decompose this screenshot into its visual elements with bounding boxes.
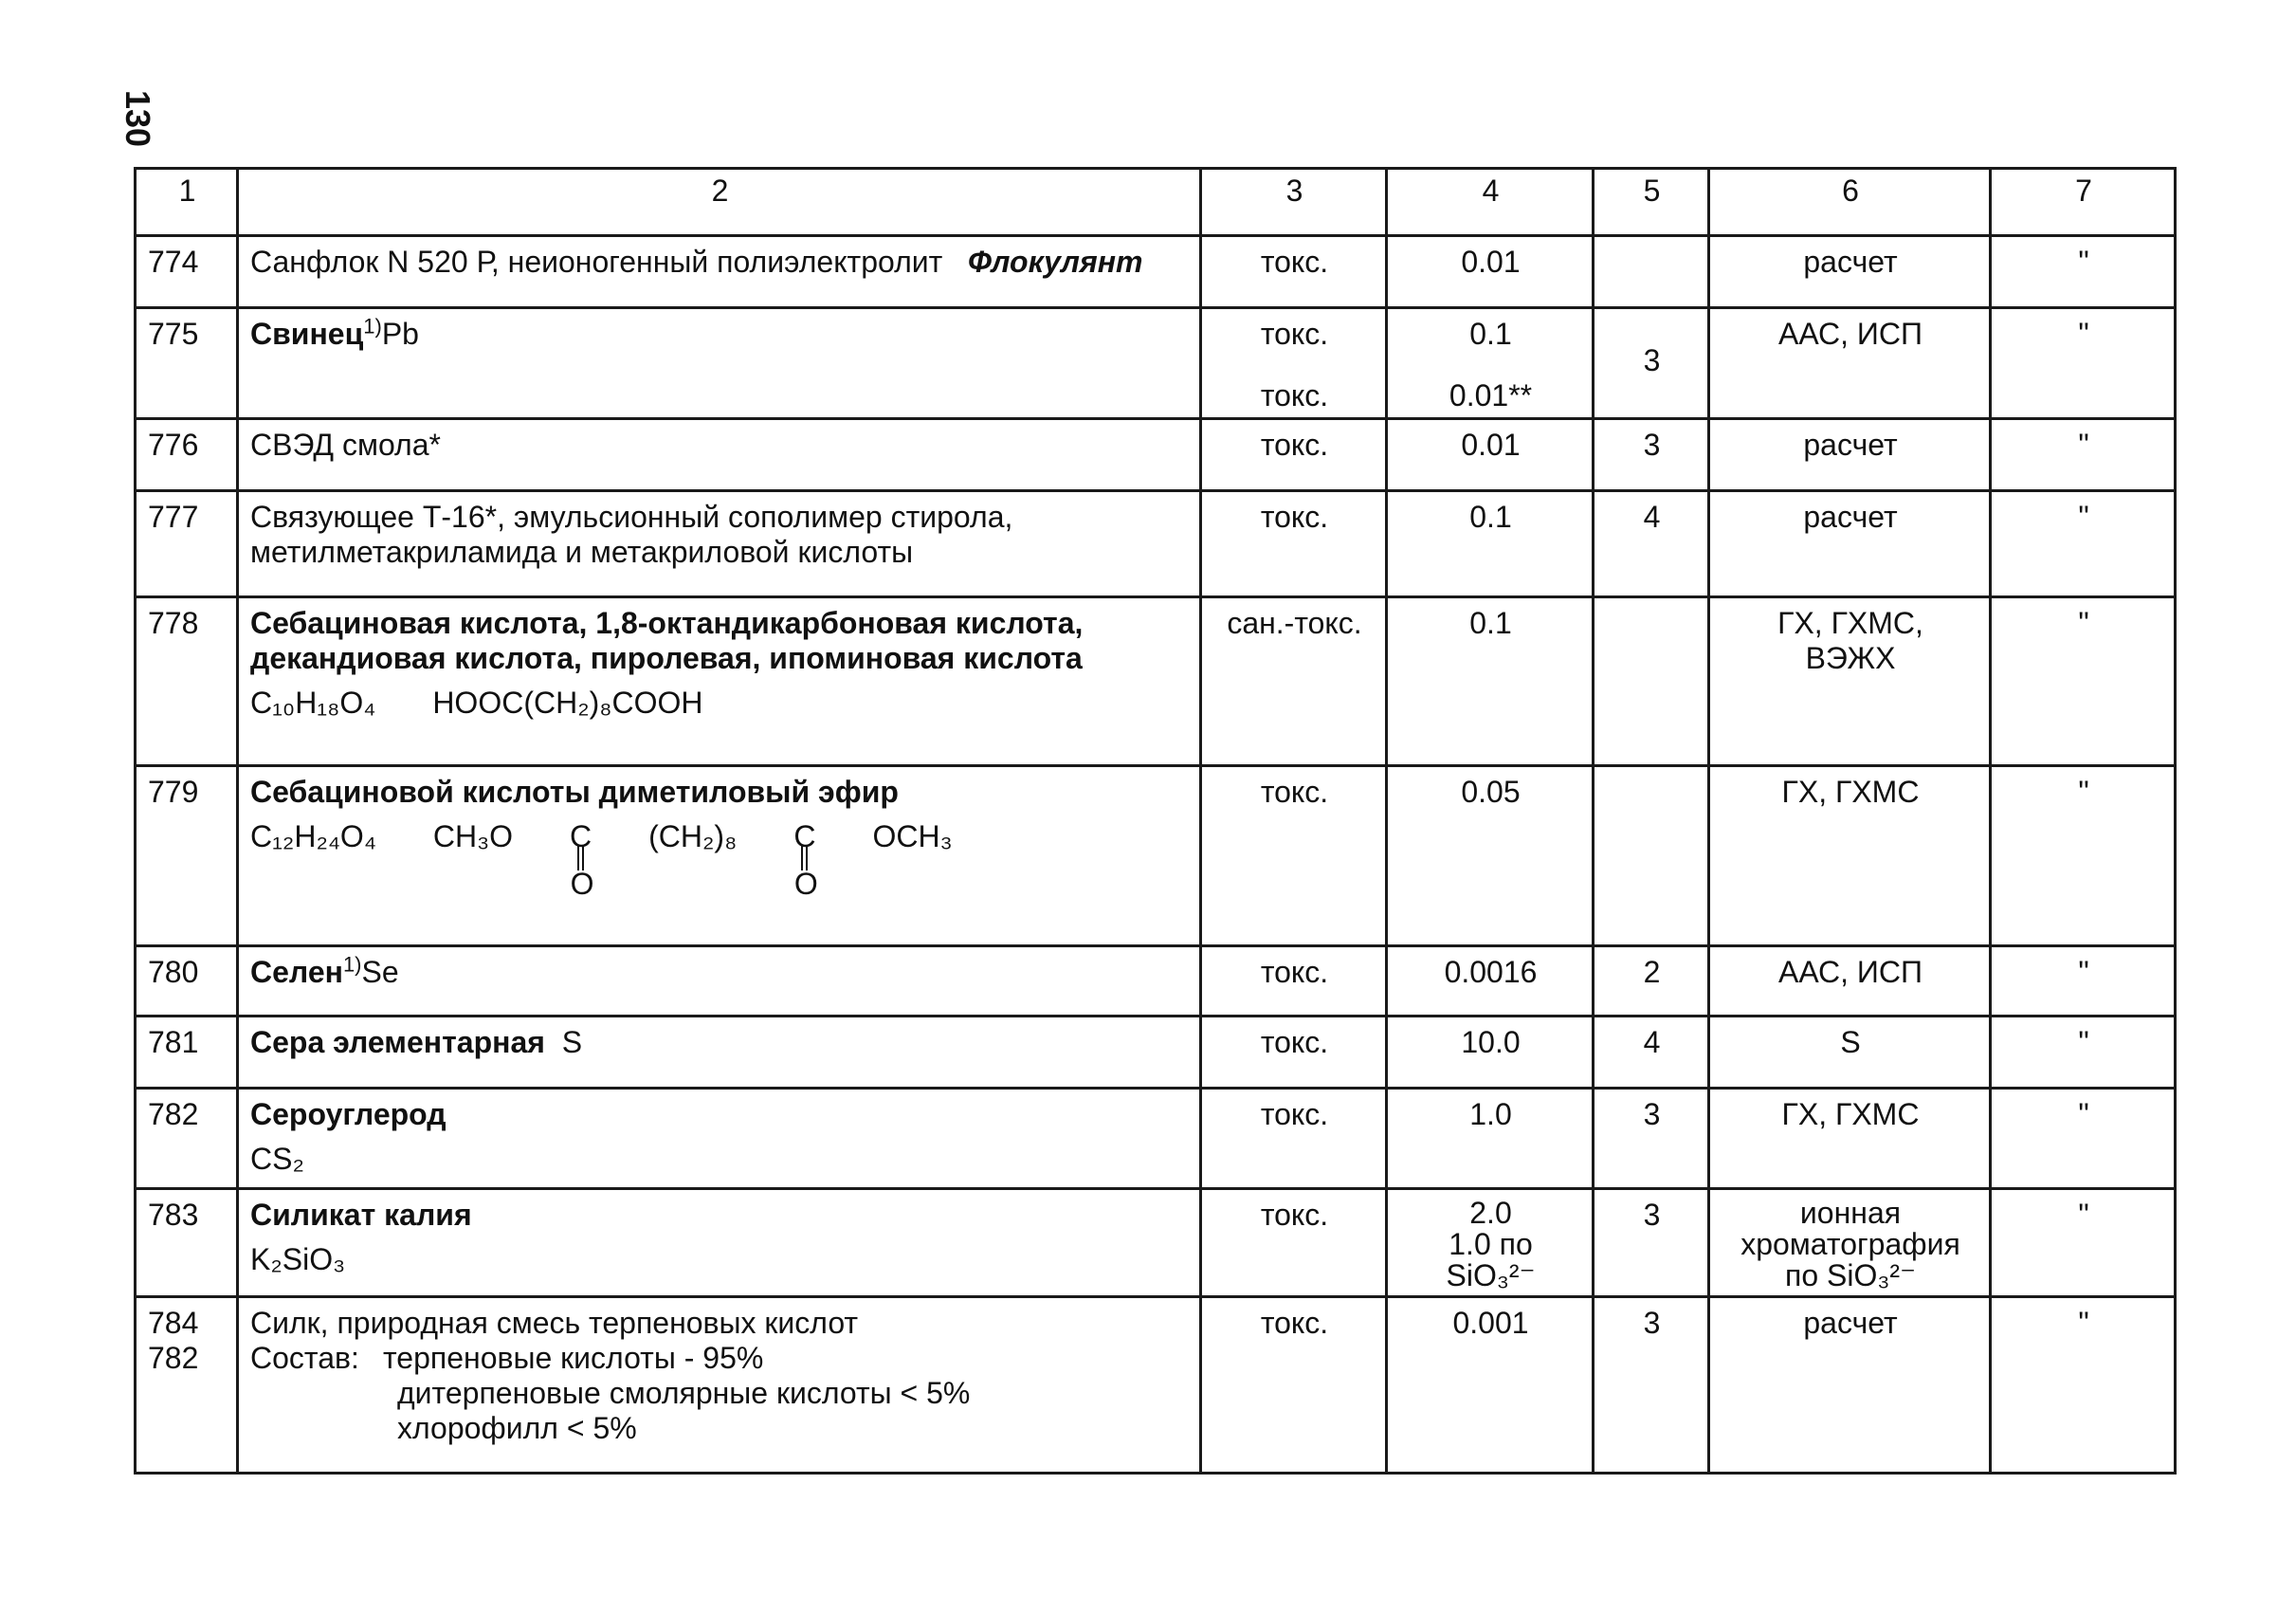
row-number: 779 (136, 766, 238, 946)
limit-value: 0.1 (1387, 597, 1594, 766)
substance-name-text: Себациновой кислоты диметиловый эфир (250, 775, 899, 809)
spacer (1213, 352, 1376, 378)
substance-name-line-2: метилметакриламида и метакриловой кислоты (250, 535, 914, 569)
molecular-formula: C₁₀H₁₈O₄ (250, 686, 376, 720)
row-number: 783 (136, 1189, 238, 1297)
ditto-mark: " (1991, 1089, 2176, 1189)
hazard-class: 4 (1594, 1017, 1709, 1089)
header-row (136, 169, 2176, 236)
carbonyl-1 (570, 819, 594, 901)
table-row (136, 597, 2176, 766)
substance-name-text: Сера элементарная (250, 1025, 545, 1059)
row-number: 778 (136, 597, 238, 766)
limit-value-1: 0.1 (1469, 317, 1512, 351)
substance-name-text: Силикат калия (250, 1198, 472, 1232)
substance-name (238, 236, 1201, 308)
limit-value (1387, 1189, 1594, 1297)
limit-value: 10.0 (1387, 1017, 1594, 1089)
substance-name-line-2: декандиовая кислота, пиролевая, ипоминовая кислота (250, 641, 1083, 675)
substance-name (238, 1089, 1201, 1189)
header-col-7: 7 (1991, 169, 2176, 236)
substance-name (238, 1297, 1201, 1474)
hazard-type (1201, 308, 1387, 419)
table-row (136, 766, 2176, 946)
row-number: 775 (136, 308, 238, 419)
ditto-mark: " (1991, 491, 2176, 597)
table-row (136, 946, 2176, 1017)
substance-name-text: Сероуглерод (250, 1097, 446, 1131)
table-row (136, 236, 2176, 308)
composition-line-3: хлорофилл < 5% (397, 1411, 637, 1445)
method: S (1709, 1017, 1991, 1089)
hazard-class: 3 (1594, 1189, 1709, 1297)
formula-part: C (793, 819, 816, 853)
composition-item: терпеновые кислоты - 95% (383, 1341, 764, 1375)
hazard-class (1594, 236, 1709, 308)
substance-name-text: Санфлок N 520 Р, неионогенный полиэлектролит (250, 245, 943, 279)
row-number: 774 (136, 236, 238, 308)
limit-value: 0.01 (1387, 236, 1594, 308)
row-number: 780 (136, 946, 238, 1017)
chemical-formula: Se (361, 955, 399, 989)
limit-value-2: 0.01** (1449, 378, 1533, 412)
hazard-class (1594, 766, 1709, 946)
hazard-class: 3 (1594, 419, 1709, 491)
table-row (136, 491, 2176, 597)
hazard-type: токс. (1201, 1189, 1387, 1297)
hazard-class: 3 (1594, 1089, 1709, 1189)
ditto-mark: " (1991, 1017, 2176, 1089)
substance-name-line-1: Связующее Т-16*, эмульсионный сополимер стирола, (250, 500, 1013, 534)
chemical-formula: Pb (381, 317, 419, 351)
ditto-mark: " (1991, 236, 2176, 308)
hazard-type: токс. (1201, 766, 1387, 946)
substance-name-text: Селен (250, 955, 343, 989)
row-number: 776 (136, 419, 238, 491)
method-line-1: ионная (1799, 1196, 1902, 1230)
table-row (136, 1297, 2176, 1474)
substance-name (238, 946, 1201, 1017)
method: ГХ, ГХМС (1709, 766, 1991, 946)
structural-formula: HOOC(CH₂)₈COOH (432, 686, 703, 720)
limit-value-3: SiO₃²⁻ (1446, 1258, 1536, 1292)
limit-value: 0.05 (1387, 766, 1594, 946)
limit-value: 0.01 (1387, 419, 1594, 491)
hazard-type: токс. (1201, 491, 1387, 597)
row-number: 781 (136, 1017, 238, 1089)
limit-value: 0.1 (1387, 491, 1594, 597)
method: расчет (1709, 491, 1991, 597)
substances-table (134, 167, 2177, 1475)
hazard-type: токс. (1201, 1297, 1387, 1474)
chemical-formula: CS₂ (250, 1142, 304, 1176)
header-col-6: 6 (1709, 169, 1991, 236)
hazard-type-1: токс. (1260, 317, 1329, 351)
method-line-1: ГХ, ГХМС, (1777, 606, 1923, 640)
hazard-type: токс. (1201, 946, 1387, 1017)
method: ГХ, ГХМС (1709, 1089, 1991, 1189)
header-col-5: 5 (1594, 169, 1709, 236)
method-line-3: по SiO₃²⁻ (1785, 1258, 1916, 1292)
composition-line-2: дитерпеновые смолярные кислоты < 5% (397, 1376, 971, 1410)
ditto-mark: " (1991, 419, 2176, 491)
table-row (136, 1017, 2176, 1089)
table-row (136, 419, 2176, 491)
molecular-formula: C₁₂H₂₄O₄ (250, 819, 376, 853)
method (1709, 597, 1991, 766)
row-number-2: 782 (148, 1341, 199, 1375)
ditto-mark: " (1991, 946, 2176, 1017)
ditto-mark: " (1991, 1297, 2176, 1474)
structural-formula (432, 819, 953, 901)
row-number-1: 784 (148, 1306, 199, 1340)
table-row (136, 1189, 2176, 1297)
hazard-class-2: 3 (1643, 343, 1661, 377)
ditto-mark: " (1991, 766, 2176, 946)
method-line-2: хроматография (1740, 1227, 1960, 1261)
method-line-2: ВЭЖХ (1805, 641, 1896, 675)
footnote-mark: 1) (342, 952, 362, 977)
ditto-mark: " (1991, 597, 2176, 766)
method: ААС, ИСП (1709, 308, 1991, 419)
substance-name (238, 597, 1201, 766)
chemical-formula (250, 819, 1190, 901)
header-col-4: 4 (1387, 169, 1594, 236)
table-row (136, 1089, 2176, 1189)
row-number: 777 (136, 491, 238, 597)
composition-line-1 (250, 1341, 1190, 1376)
method: расчет (1709, 419, 1991, 491)
limit-value-2: 1.0 по (1449, 1227, 1533, 1261)
formula-part: (CH₂)₈ (648, 819, 738, 853)
footnote-mark: 1) (363, 314, 382, 339)
method: расчет (1709, 236, 1991, 308)
limit-value: 1.0 (1387, 1089, 1594, 1189)
carbonyl-2 (793, 819, 818, 901)
hazard-class: 2 (1594, 946, 1709, 1017)
hazard-type: токс. (1201, 419, 1387, 491)
formula-part: C (570, 819, 592, 853)
chemical-formula: S (561, 1025, 583, 1059)
hazard-type: сан.-токс. (1201, 597, 1387, 766)
substance-name-line-1: Силк, природная смесь терпеновых кислот (250, 1306, 859, 1340)
substance-name-line-1: Себациновая кислота, 1,8-октандикарбоновая кислота, (250, 606, 1084, 640)
row-number (136, 1297, 238, 1474)
header-col-1: 1 (136, 169, 238, 236)
ditto-mark: " (1991, 308, 2176, 419)
method (1709, 1189, 1991, 1297)
hazard-class: 4 (1594, 491, 1709, 597)
chemical-formula: K₂SiO₃ (250, 1242, 346, 1276)
method: ААС, ИСП (1709, 946, 1991, 1017)
page-number: 130 (118, 90, 157, 148)
hazard-type: токс. (1201, 236, 1387, 308)
substance-name: СВЭД смола* (238, 419, 1201, 491)
header-col-2: 2 (238, 169, 1201, 236)
ditto-mark: " (1991, 1189, 2176, 1297)
substance-note: Флокулянт (967, 245, 1143, 279)
formula-oxygen: O (570, 867, 594, 901)
header-col-3: 3 (1201, 169, 1387, 236)
spacer (1606, 317, 1698, 343)
hazard-class (1594, 597, 1709, 766)
substance-name (238, 1189, 1201, 1297)
substance-name (238, 766, 1201, 946)
substance-name-text: Свинец (250, 317, 364, 351)
formula-part: CH₃O (432, 819, 514, 853)
formula-oxygen: O (793, 867, 818, 901)
substance-name (238, 491, 1201, 597)
hazard-type: токс. (1201, 1017, 1387, 1089)
hazard-type: токс. (1201, 1089, 1387, 1189)
limit-value: 0.001 (1387, 1297, 1594, 1474)
limit-value-1: 2.0 (1469, 1196, 1512, 1230)
chemical-formula (250, 686, 1190, 721)
substance-name (238, 308, 1201, 419)
hazard-class: 3 (1594, 1297, 1709, 1474)
spacer (1399, 352, 1582, 378)
limit-value: 0.0016 (1387, 946, 1594, 1017)
method: расчет (1709, 1297, 1991, 1474)
hazard-class (1594, 308, 1709, 419)
composition-label: Состав: (250, 1341, 359, 1375)
formula-part: OCH₃ (872, 819, 953, 853)
hazard-type-2: токс. (1260, 378, 1329, 412)
substance-name (238, 1017, 1201, 1089)
limit-value (1387, 308, 1594, 419)
row-number: 782 (136, 1089, 238, 1189)
table-row (136, 308, 2176, 419)
